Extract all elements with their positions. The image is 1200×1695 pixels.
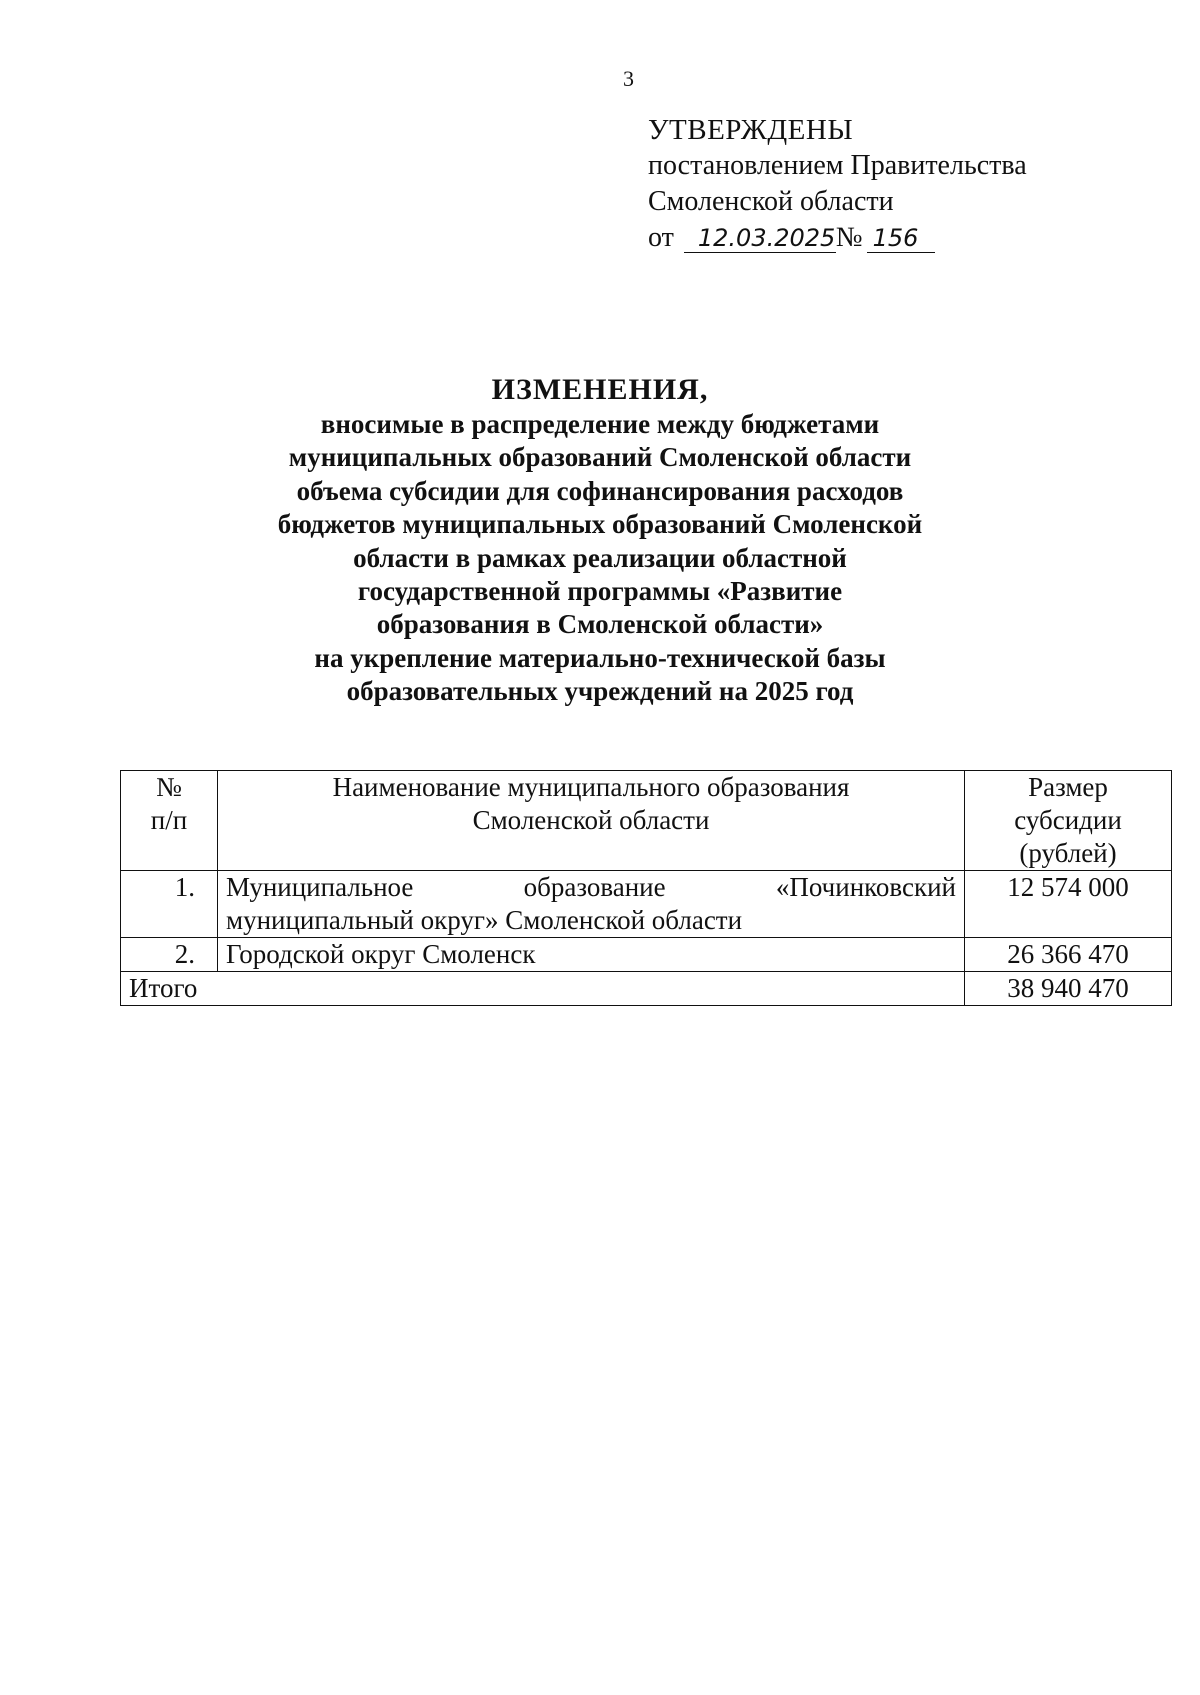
handwritten-date: 12.03.2025 (684, 224, 836, 253)
date-prefix: от (648, 222, 674, 253)
row-name-word: «Починковский (775, 872, 956, 902)
row-name-line (226, 871, 956, 904)
heading-title: ИЗМЕНЕНИЯ, (491, 373, 709, 406)
row-name: Городской округ Смоленск (218, 938, 965, 972)
approval-line-2: Смоленской области (648, 186, 894, 217)
approval-stamp: УТВЕРЖДЕНЫ (648, 114, 854, 146)
header-amount (965, 771, 1172, 871)
approval-block (648, 112, 1027, 256)
total-label: Итого (121, 972, 965, 1006)
heading-line: образовательных учреждений на 2025 год (346, 676, 854, 707)
header-amount-line: (рублей) (1019, 838, 1117, 868)
heading-subtitle (140, 408, 1060, 709)
total-amount: 38 940 470 (965, 972, 1172, 1006)
header-name-line: Смоленской области (472, 805, 710, 835)
row-amount: 26 366 470 (965, 938, 1172, 972)
heading-line: объема субсидии для софинансирования расходов (296, 475, 904, 506)
subsidy-table (120, 770, 1172, 1006)
header-amount-line: Размер (1028, 772, 1108, 802)
heading-line: на укрепление материально-технической базы (314, 642, 886, 673)
page-number: 3 (623, 66, 634, 91)
table-row (121, 938, 1172, 972)
row-num: 1. (121, 871, 218, 938)
approval-date-line (648, 220, 1027, 256)
row-name-word: образование (523, 872, 666, 902)
approval-line-1: постановлением Правительства (648, 150, 1027, 181)
row-name-line: муниципальный округ» Смоленской области (226, 905, 743, 935)
header-name-line: Наименование муниципального образования (332, 772, 850, 802)
row-name-word: Муниципальное (226, 872, 414, 902)
heading-line: муниципальных образований Смоленской области (288, 442, 912, 473)
row-num: 2. (121, 938, 218, 972)
table-row (121, 871, 1172, 938)
header-amount-line: субсидии (1014, 805, 1122, 835)
header-name (218, 771, 965, 871)
heading-line: бюджетов муниципальных образований Смоленской (277, 509, 923, 540)
heading-line: вносимые в распределение между бюджетами (320, 409, 880, 439)
heading-line: области в рамках реализации областной (353, 542, 847, 573)
document-heading (140, 372, 1060, 709)
table-header-row (121, 771, 1172, 871)
heading-line: государственной программы «Развитие (357, 576, 843, 607)
header-num-line: № (156, 772, 182, 802)
row-name (218, 871, 965, 938)
table-total-row (121, 972, 1172, 1006)
row-amount: 12 574 000 (965, 871, 1172, 938)
number-sign: № (835, 222, 863, 253)
heading-line: образования в Смоленской области» (376, 609, 824, 640)
header-num-line: п/п (150, 805, 188, 835)
header-num (121, 771, 218, 871)
handwritten-number: 156 (867, 224, 935, 253)
